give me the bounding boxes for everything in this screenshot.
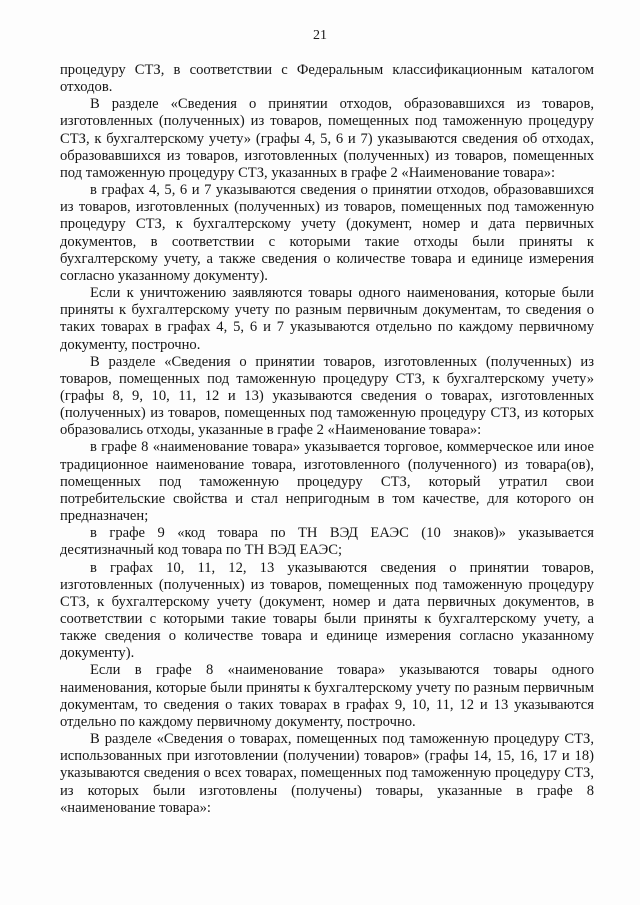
- paragraph: Если к уничтожению заявляются товары одного наименования, которые были приняты к бухгалтерскому учету по разным первичным документам, то сведения о таких товарах в графах 4, 5, 6 и 7 указываются отдельно по каждому первичному документу, построчно.: [60, 285, 594, 353]
- page-number: 21: [313, 28, 327, 43]
- paragraph: В разделе «Сведения о товарах, помещенных под таможенную процедуру СТЗ, использованных при изготовлении (получении) товаров» (графы 14, 15, 16, 17 и 18) указываются сведения о всех товарах, помещенных под таможенную процедуру СТЗ, из которых были изготовлены (получены) товары, указанные в графе 8 «наименование товара»:: [60, 731, 594, 816]
- paragraph: в графе 9 «код товара по ТН ВЭД ЕАЭС (10 знаков)» указывается десятизначный код товара по ТН ВЭД ЕАЭС;: [60, 525, 594, 559]
- document-body: [60, 62, 594, 817]
- paragraph: В разделе «Сведения о принятии товаров, изготовленных (полученных) из товаров, помещенных под таможенную процедуру СТЗ, к бухгалтерскому учету» (графы 8, 9, 10, 11, 12 и 13) указываются сведения о товарах, изготовленных (полученных) из товаров, помещенных под таможенную процедуру СТЗ, из которых образовались отходы, указанные в графе 2 «Наименование товара»:: [60, 353, 594, 439]
- paragraph: Если в графе 8 «наименование товара» указываются товары одного наименования, которые были приняты к бухгалтерскому учету по разным первичным документам, то сведения о таких товарах в графах 9, 10, 11, 12 и 13 указываются отдельно по каждому первичному документу, построчно.: [60, 662, 594, 730]
- paragraph: В разделе «Сведения о принятии отходов, образовавшихся из товаров, изготовленных (полученных) из товаров, помещенных под таможенную процедуру СТЗ, к бухгалтерскому учету» (графы 4, 5, 6 и 7) указываются сведения об отходах, образовавшихся из товаров, изготовленных (полученных) из товаров, помещенных под таможенную процедуру СТЗ, указанных в графе 2 «Наименование товара»:: [60, 96, 594, 181]
- paragraph: процедуру СТЗ, в соответствии с Федеральным классификационным каталогом отходов.: [60, 62, 594, 96]
- paragraph: в графах 4, 5, 6 и 7 указываются сведения о принятии отходов, образовавшихся из товаров, изготовленных (полученных) из товаров, помещенных под таможенную процедуру СТЗ, к бухгалтерскому учету (документ, номер и дата первичных документов, в соответствии с которыми такие отходы были приняты к бухгалтерскому учету, а также сведения о количестве товара и единице измерения согласно указанному документу).: [60, 182, 594, 284]
- paragraph: в графах 10, 11, 12, 13 указываются сведения о принятии товаров, изготовленных (полученных) из товаров, помещенных под таможенную процедуру СТЗ, к бухгалтерскому учету (документ, номер и дата первичных документов, в соответствии с которыми такие товары были приняты к бухгалтерскому учету, а также сведения о количестве товара и единице измерения согласно указанному документу).: [60, 559, 594, 662]
- paragraph: в графе 8 «наименование товара» указывается торговое, коммерческое или иное традиционное наименование товара, изготовленного (полученного) из товара(ов), помещенных под таможенную процедуру СТЗ, который утратил свои потребительские свойства и стал непригодным в том качестве, для которого он предназначен;: [60, 439, 594, 525]
